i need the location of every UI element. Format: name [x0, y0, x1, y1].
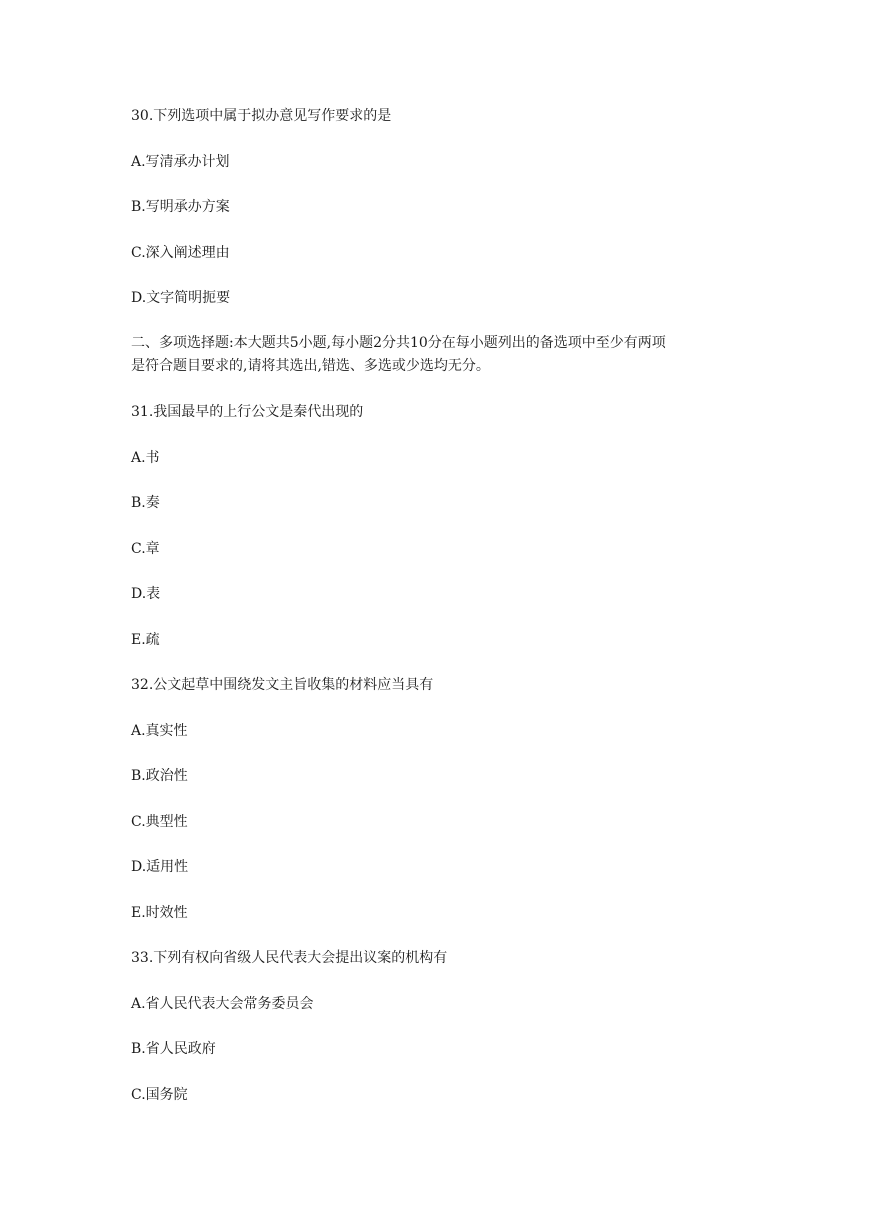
- question-31-option-b: B.奏: [131, 495, 160, 511]
- question-32-option-b: B.政治性: [131, 768, 188, 784]
- question-33-option-a: A.省人民代表大会常务委员会: [131, 996, 314, 1012]
- question-30-stem: 30.下列选项中属于拟办意见写作要求的是: [131, 108, 392, 124]
- question-32-option-a: A.真实性: [131, 723, 188, 739]
- question-30-option-d: D.文字简明扼要: [131, 290, 231, 306]
- question-30-option-a: A.写清承办计划: [131, 154, 230, 170]
- question-32-option-d: D.适用性: [131, 859, 189, 875]
- question-33-option-c: C.国务院: [131, 1087, 188, 1103]
- question-33-stem: 33.下列有权向省级人民代表大会提出议案的机构有: [131, 950, 448, 966]
- question-31-stem: 31.我国最早的上行公文是秦代出现的: [131, 404, 364, 420]
- question-31-option-a: A.书: [131, 450, 160, 466]
- question-32-option-c: C.典型性: [131, 814, 188, 830]
- section-2-instructions-line-1: 二、多项选择题:本大题共5小题,每小题2分共10分在每小题列出的备选项中至少有两项: [131, 335, 666, 351]
- question-32-stem: 32.公文起草中围绕发文主旨收集的材料应当具有: [131, 677, 434, 693]
- question-30-option-c: C.深入阐述理由: [131, 245, 230, 261]
- question-31-option-c: C.章: [131, 541, 160, 557]
- section-2-instructions-line-2: 是符合题目要求的,请将其选出,错选、多选或少选均无分。: [131, 358, 490, 374]
- question-31-option-e: E.疏: [131, 632, 160, 648]
- question-30-option-b: B.写明承办方案: [131, 199, 230, 215]
- question-33-option-b: B.省人民政府: [131, 1041, 216, 1057]
- question-32-option-e: E.时效性: [131, 905, 188, 921]
- question-31-option-d: D.表: [131, 586, 161, 602]
